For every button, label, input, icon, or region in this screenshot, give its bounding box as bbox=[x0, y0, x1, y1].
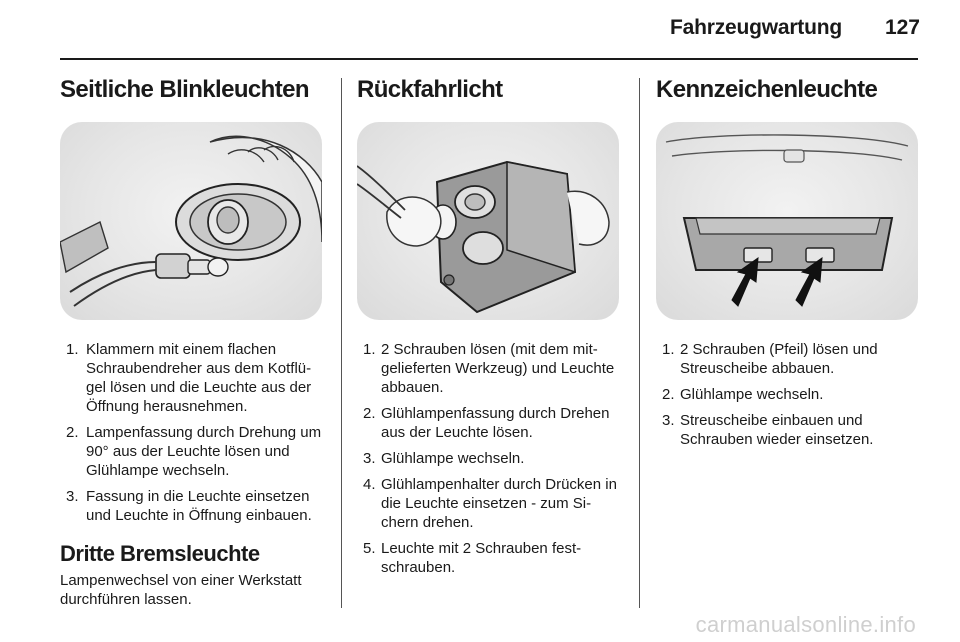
step-text: Streuscheibe einbauen und Schrauben wieder einsetzen. bbox=[680, 412, 874, 448]
step-number: 1. bbox=[66, 341, 79, 358]
step-text: Glühlampe wechseln. bbox=[680, 386, 824, 403]
steps-list bbox=[357, 340, 623, 577]
step-item bbox=[60, 487, 326, 525]
license-plate-light-illustration bbox=[656, 122, 918, 320]
reversing-light-illustration bbox=[357, 122, 619, 320]
side-indicator-illustration bbox=[60, 122, 322, 320]
column-divider bbox=[341, 78, 342, 608]
step-item bbox=[357, 475, 623, 532]
steps-list bbox=[60, 340, 326, 525]
step-text: Glühlampe wechseln. bbox=[381, 450, 525, 467]
header-title: Fahrzeugwartung bbox=[669, 16, 842, 39]
section-heading: Seitliche Blinkleuchten bbox=[60, 76, 309, 103]
column-divider bbox=[639, 78, 640, 608]
step-item bbox=[656, 385, 922, 404]
step-number: 3. bbox=[363, 450, 376, 467]
step-number: 1. bbox=[363, 341, 376, 358]
section-heading: Rückfahrlicht bbox=[357, 76, 503, 103]
step-number: 2. bbox=[662, 386, 675, 403]
step-item bbox=[357, 404, 623, 442]
step-item bbox=[357, 449, 623, 468]
reversing-light-drawing bbox=[357, 122, 619, 320]
step-number: 5. bbox=[363, 540, 376, 557]
step-number: 3. bbox=[66, 488, 79, 505]
step-text: Fassung in die Leuchte einsetzen und Leuchte in Öffnung einbauen. bbox=[86, 488, 312, 524]
step-text: 2 Schrauben (Pfeil) lösen und Streuscheibe abbauen. bbox=[680, 341, 878, 377]
subsection-text: Lampenwechsel von einer Werkstatt durchführen lassen. bbox=[60, 572, 302, 608]
step-item bbox=[357, 340, 623, 397]
step-text: Glühlampenhalter durch Drücken in die Leuchte einsetzen - zum Sichern drehen. bbox=[381, 476, 617, 531]
step-item bbox=[60, 340, 326, 416]
watermark: carmanualsonline.info bbox=[695, 612, 916, 637]
license-plate-light-drawing bbox=[656, 122, 918, 320]
step-number: 2. bbox=[363, 405, 376, 422]
step-text: 2 Schrauben lösen (mit dem mitgelieferten Werkzeug) und Leuchte abbauen. bbox=[381, 341, 615, 396]
step-text: Glühlampenfassung durch Drehen aus der Leuchte lösen. bbox=[381, 405, 610, 441]
step-item bbox=[60, 423, 326, 480]
section-reversing-light bbox=[357, 70, 623, 584]
section-license-plate-light bbox=[656, 70, 922, 456]
step-item bbox=[656, 340, 922, 378]
step-number: 3. bbox=[662, 412, 675, 429]
section-heading: Kennzeichenleuchte bbox=[656, 76, 878, 103]
header-rule bbox=[60, 58, 918, 60]
section-side-indicators bbox=[60, 70, 326, 609]
step-item bbox=[656, 411, 922, 449]
steps-list bbox=[656, 340, 922, 449]
step-item bbox=[357, 539, 623, 577]
step-text: Klammern mit einem flachen Schraubendreher aus dem Kotflügel lösen und die Leuchte aus der Öffnung herausnehmen. bbox=[86, 341, 312, 415]
step-number: 1. bbox=[662, 341, 675, 358]
page-number: 127 bbox=[884, 16, 920, 39]
step-number: 2. bbox=[66, 424, 79, 441]
step-text: Lampenfassung durch Drehung um 90° aus der Leuchte lösen und Glühlampe wechseln. bbox=[86, 424, 322, 479]
step-number: 4. bbox=[363, 476, 376, 493]
side-indicator-drawing bbox=[60, 122, 322, 320]
step-text: Leuchte mit 2 Schrauben festschrauben. bbox=[381, 540, 582, 576]
subsection-heading: Dritte Bremsleuchte bbox=[60, 541, 260, 566]
